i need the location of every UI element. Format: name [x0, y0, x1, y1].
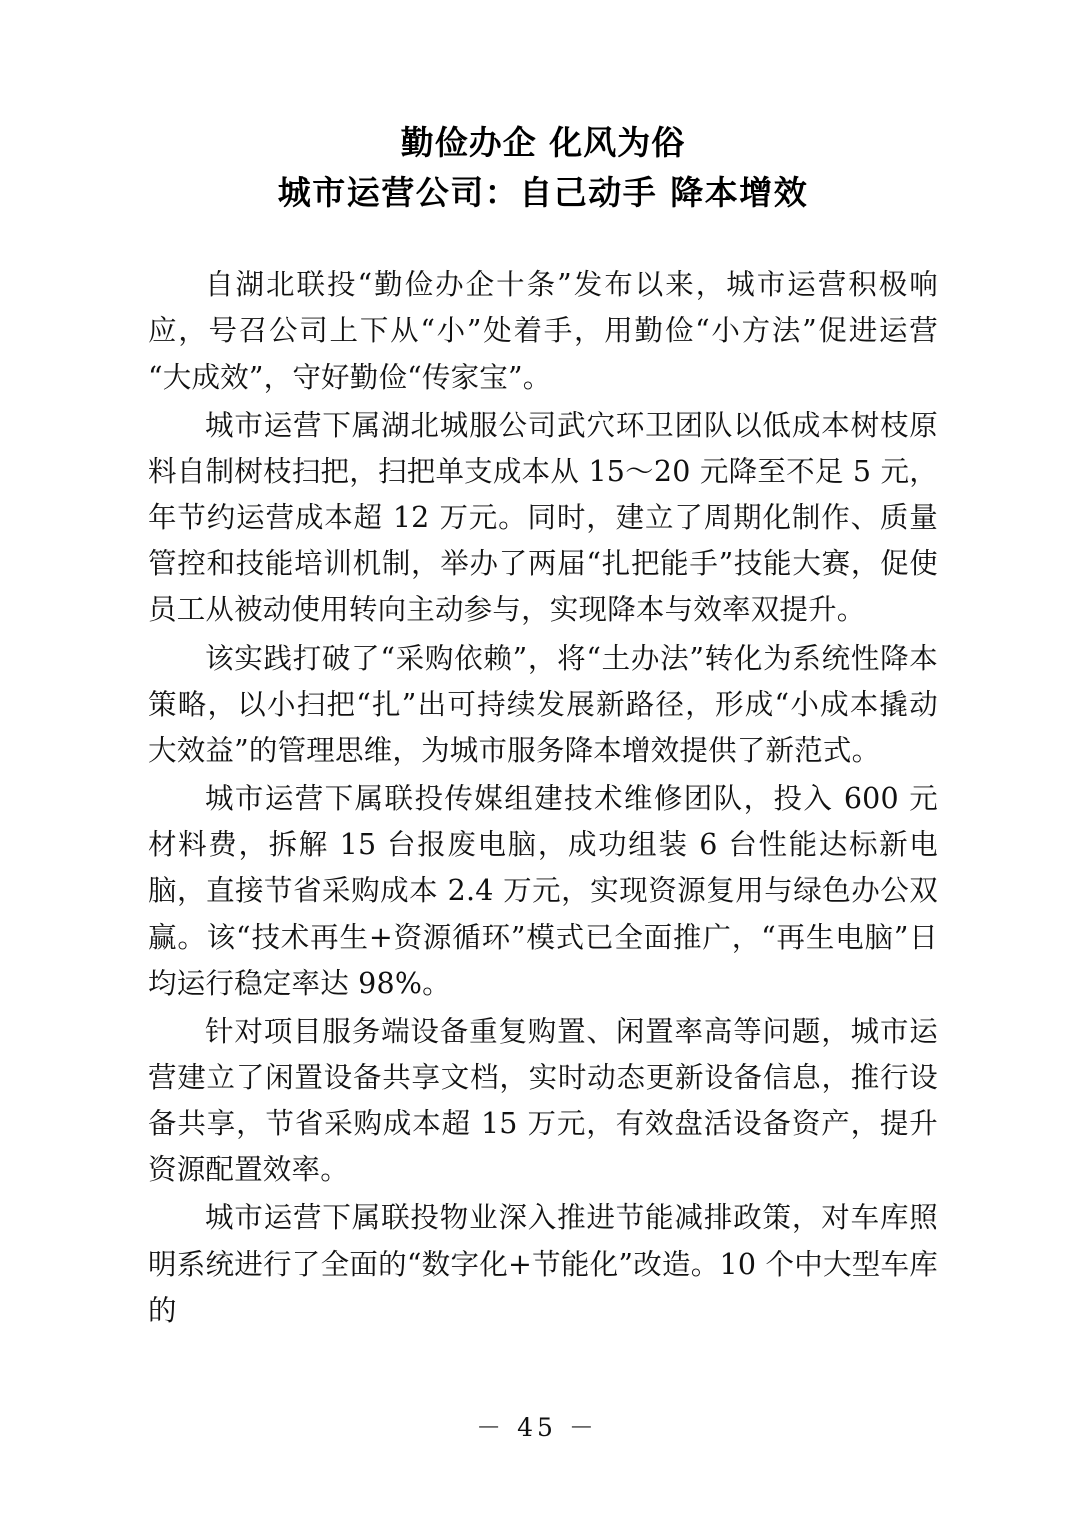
page-number: － 45 －	[476, 1413, 598, 1442]
body-paragraph: 城市运营下属湖北城服公司武穴环卫团队以低成本树枝原料自制树枝扫把，扫把单支成本从 15～20 元降至不足 5 元，年节约运营成本超 12 万元。同时，建立了周期化制作、质量管控和技能培训机制，举办了两届“扎把能手”技能大赛，促使员工从被动使用转向主动参与，实现降本与效率双提升。	[148, 408, 938, 627]
title-line-1: 勤俭办企 化风为俗	[400, 123, 686, 162]
body-paragraph: 城市运营下属联投传媒组建技术维修团队，投入 600 元材料费，拆解 15 台报废电脑，成功组装 6 台性能达标新电脑，直接节省采购成本 2.4 万元，实现资源复用与绿色办公双赢。该“技术再生+资源循环”模式已全面推广，“再生电脑”日均运行稳定率达 98%。	[148, 782, 938, 1000]
body-paragraph: 自湖北联投“勤俭办企十条”发布以来，城市运营积极响应，号召公司上下从“小”处着手，用勤俭“小方法”促进运营“大成效”，守好勤俭“传家宝”。	[148, 268, 938, 394]
body-paragraph: 针对项目服务端设备重复购置、闲置率高等问题，城市运营建立了闲置设备共享文档，实时动态更新设备信息，推行设备共享，节省采购成本超 15 万元，有效盘活设备资产，提升资源配置效率。	[148, 1014, 938, 1187]
body-paragraph: 该实践打破了“采购依赖”，将“土办法”转化为系统性降本策略，以小扫把“扎”出可持续发展新路径，形成“小成本撬动大效益”的管理思维，为城市服务降本增效提供了新范式。	[148, 641, 938, 767]
body-paragraph: 城市运营下属联投物业深入推进节能减排政策，对车库照明系统进行了全面的“数字化+节能化”改造。10 个中大型车库的	[148, 1201, 938, 1327]
page-content	[148, 118, 938, 1336]
title-line-2: 城市运营公司：自己动手 降本增效	[277, 173, 809, 213]
article-title	[148, 118, 938, 218]
